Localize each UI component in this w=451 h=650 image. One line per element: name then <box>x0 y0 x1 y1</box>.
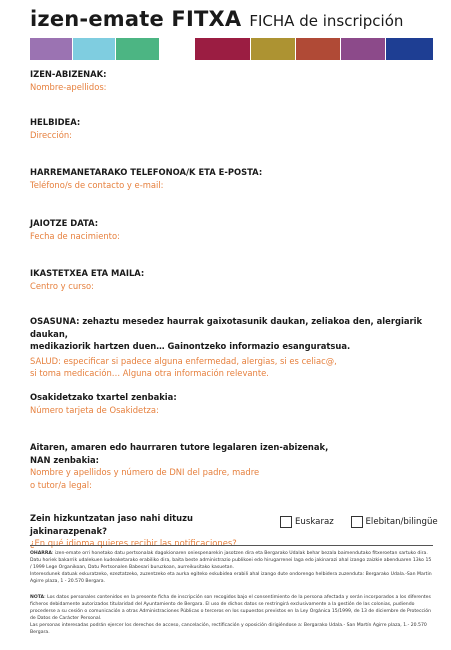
field-health-card[interactable] <box>30 391 433 416</box>
field-guardian[interactable] <box>30 441 433 491</box>
title-spanish: FICHA de inscripción <box>249 12 404 30</box>
field-health-placeholder-line2: si toma medicación… Alguna otra información relevante. <box>30 368 269 378</box>
field-health-label-line1: OSASUNA: zehaztu mesedez haurrak gaixotasunik daukan, zeliakoa den, alergiarik daukan, <box>30 316 423 339</box>
field-name[interactable] <box>30 68 433 93</box>
field-birth-date[interactable] <box>30 217 433 242</box>
color-swatch <box>195 38 250 60</box>
color-swatch <box>251 38 295 60</box>
color-swatch <box>116 38 159 60</box>
color-swatch <box>341 38 385 60</box>
checkbox-bilingual[interactable] <box>351 516 363 528</box>
field-health-placeholder-line1: SALUD: especificar si padece alguna enfermedad, alergias, si es celiac@, <box>30 355 337 366</box>
field-contact-placeholder: Teléfono/s de contacto y e-mail: <box>30 179 164 190</box>
field-guardian-label-line1: Aitaren, amaren edo haurraren tutore legalaren izen-abizenak, <box>30 442 329 452</box>
color-swatch <box>73 38 115 60</box>
field-name-label: IZEN-ABIZENAK: <box>30 69 107 79</box>
field-language-label: Zein hizkuntzatan jaso nahi dituzu jakinarazpenak? <box>30 513 193 536</box>
footer-spanish-title: NOTA <box>30 595 45 600</box>
field-guardian-label-line2: NAN zenbakia: <box>30 454 100 465</box>
field-language-placeholder: ¿En qué idioma quieres recibir las notificaciones? <box>30 538 237 548</box>
checkbox-bilingual-label: Elebitan/bilingüe <box>365 517 438 527</box>
footer-spanish-note <box>30 595 433 636</box>
field-address[interactable] <box>30 116 433 141</box>
title-basque: izen-emate FITXA <box>30 7 242 31</box>
field-guardian-placeholder-line1: Nombre y apellidos y número de DNI del padre, madre <box>30 467 260 477</box>
footer-basque-title: OHARRA <box>30 551 52 556</box>
footer-divider <box>30 545 433 546</box>
footer-basque-note <box>30 551 433 586</box>
field-birth-date-label: JAIOTZE DATA: <box>30 218 99 228</box>
language-options <box>280 516 438 528</box>
field-health-card-label: Osakidetzako txartel zenbakia: <box>30 392 177 402</box>
field-address-placeholder: Dirección: <box>30 129 72 140</box>
checkbox-basque[interactable] <box>280 516 292 528</box>
field-health-label-line2: medikaziorik hartzen duen… Gainontzeko informazio esanguratsua. <box>30 341 351 351</box>
field-language <box>30 512 271 550</box>
field-school-placeholder: Centro y curso: <box>30 280 94 291</box>
footer-spanish-text: : Los datos personales contenidos en la presente ficha de inscripción son recogidos bajo el consentimiento de la persona afectada y serán incorporados a los diferentes ficheros debidamente autorizados titularidad del Ayuntamiento de Bergara. El uso de dichos datos se restringirá exclusivamente a la gestión de las colonias, pudiendo procederse a su cesión o comunicación a otras Administraciones Públicas o terceros en los supuestos previstos en la Ley Orgánica 15/1999, de 13 de diciembre de Protección de Datos de Carácter Personal. <box>30 595 432 621</box>
color-swatch <box>296 38 340 60</box>
field-name-placeholder: Nombre-apellidos: <box>30 81 107 92</box>
checkbox-basque-label: Euskaraz <box>295 517 334 527</box>
field-health[interactable] <box>30 315 433 380</box>
footer-basque-text: : izen-emate orri honetako datu pertsonalak dagokionaren oniespenarekin jasotzen dira eta Bergarako Udalak behar bezala baimendutako fitxeroetan sartuko dira. Datu horiek bakarrik udalekuen kudeaketarako erabiliko dira, baita beste administrazio publikoei edo hirugarrenei laga edo jakinarazi ahal izango zaizkie abenduaren 13ko 15 / 1999 Lege Organikoan, Datu Pertsonalen Babesari buruzkoan, aurreikusitako kasuetan. <box>30 551 432 570</box>
field-school[interactable] <box>30 267 433 292</box>
field-contact[interactable] <box>30 166 433 191</box>
footer-basque-text2: Interesdunek datuak eskuratzeko, ezeztatzeko, zuzentzeko eta aurka egiteko eskubidea erabili ahal izango dute ondorengo helbidera zuzenduta: Bergarako Udala.-San Martin Agirre plaza, 1 - 20.570 Bergara. <box>30 571 432 584</box>
color-swatch <box>30 38 72 60</box>
field-health-card-placeholder: Número tarjeta de Osakidetza: <box>30 404 159 415</box>
field-birth-date-placeholder: Fecha de nacimiento: <box>30 230 120 241</box>
footer-spanish-text2: Las personas interesadas podrán ejercer los derechos de acceso, cancelación, rectificación y oposición dirigiéndose a: Bergarako Udala.- San Martín Agirre plaza, 1.- 20.570 Bergara. <box>30 622 427 635</box>
color-swatch <box>386 38 433 60</box>
field-address-label: HELBIDEA: <box>30 117 81 127</box>
field-school-label: IKASTETXEA ETA MAILA: <box>30 268 145 278</box>
field-contact-label: HARREMANETARAKO TELEFONOA/K ETA E-POSTA: <box>30 167 263 177</box>
form-title <box>30 7 403 31</box>
field-guardian-placeholder-line2: o tutor/a legal: <box>30 479 92 490</box>
